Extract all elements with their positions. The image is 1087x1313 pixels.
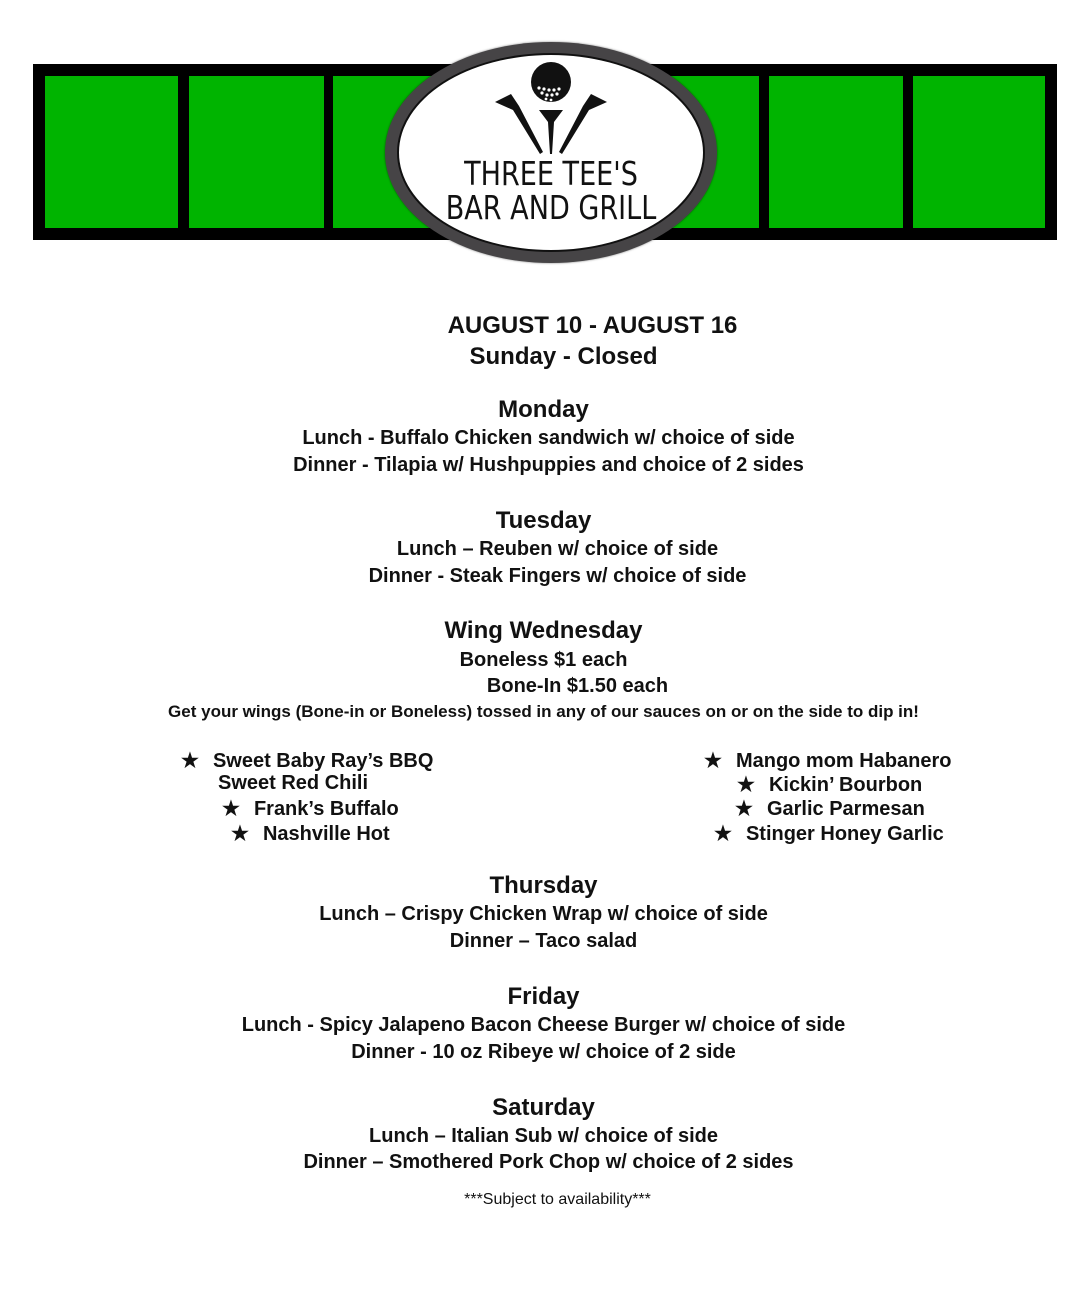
sauce-item — [181, 748, 433, 773]
star-icon: ★ — [704, 750, 722, 772]
sauce-label: Mango mom Habanero — [735, 750, 952, 772]
banner-panel — [189, 76, 324, 228]
day-heading-monday: Monday — [498, 396, 589, 423]
day-heading-friday: Friday — [507, 983, 580, 1010]
sauce-label: Stinger Honey Garlic — [745, 823, 944, 845]
thursday-dinner: Dinner – Taco salad — [449, 930, 638, 952]
banner-panel — [769, 76, 903, 228]
sauce-item — [704, 748, 952, 773]
star-icon: ★ — [231, 823, 249, 845]
day-heading-saturday: Saturday — [492, 1094, 595, 1121]
logo-text-line1: THREE TEE'S — [464, 154, 638, 193]
sauce-item — [222, 796, 399, 821]
sauce-label: Sweet Red Chili — [218, 772, 369, 794]
friday-lunch: Lunch - Spicy Jalapeno Bacon Cheese Burger w/ choice of side — [241, 1014, 846, 1036]
wing-price-boneless: Boneless $1 each — [459, 649, 628, 671]
sauce-item — [737, 772, 922, 797]
monday-dinner: Dinner - Tilapia w/ Hushpuppies and choice of 2 sides — [293, 454, 804, 476]
banner-panel — [913, 76, 1045, 228]
thursday-lunch: Lunch – Crispy Chicken Wrap w/ choice of side — [319, 903, 768, 925]
saturday-dinner: Dinner – Smothered Pork Chop w/ choice of 2 sides — [303, 1151, 794, 1173]
logo-badge — [385, 42, 717, 263]
monday-lunch: Lunch - Buffalo Chicken sandwich w/ choice of side — [302, 427, 795, 449]
date-range: AUGUST 10 - AUGUST 16 — [447, 312, 738, 339]
star-icon: ★ — [714, 823, 732, 845]
availability-disclaimer: ***Subject to availability*** — [464, 1191, 651, 1208]
day-heading-wednesday: Wing Wednesday — [444, 617, 643, 644]
saturday-lunch: Lunch – Italian Sub w/ choice of side — [369, 1125, 718, 1147]
sunday-closed: Sunday - Closed — [469, 343, 658, 370]
sauce-item — [218, 772, 368, 795]
sauce-label: Garlic Parmesan — [766, 798, 925, 820]
sauce-label: Kickin’ Bourbon — [768, 774, 923, 796]
sauce-label: Sweet Baby Ray’s BBQ — [212, 750, 434, 772]
friday-dinner: Dinner - 10 oz Ribeye w/ choice of 2 side — [351, 1041, 736, 1063]
star-icon: ★ — [222, 798, 240, 820]
logo-text-line2: BAR AND GRILL — [445, 188, 657, 227]
star-icon: ★ — [735, 798, 753, 820]
sauce-item — [231, 821, 390, 846]
sauce-item — [735, 796, 925, 821]
tuesday-lunch: Lunch – Reuben w/ choice of side — [396, 538, 719, 560]
golf-ball-on-tees-icon — [385, 42, 717, 263]
sauce-label: Nashville Hot — [262, 823, 390, 845]
banner-panel — [45, 76, 178, 228]
tuesday-dinner: Dinner - Steak Fingers w/ choice of side — [368, 565, 747, 587]
day-heading-tuesday: Tuesday — [495, 507, 592, 534]
star-icon: ★ — [737, 774, 755, 796]
sauce-item — [714, 821, 944, 846]
wing-price-bone-in: Bone-In $1.50 each — [486, 675, 669, 697]
day-heading-thursday: Thursday — [489, 872, 598, 899]
wing-note: Get your wings (Bone-in or Boneless) tossed in any of our sauces on or on the side to dip in! — [168, 702, 919, 721]
star-icon: ★ — [181, 750, 199, 772]
sauce-label: Frank’s Buffalo — [253, 798, 399, 820]
